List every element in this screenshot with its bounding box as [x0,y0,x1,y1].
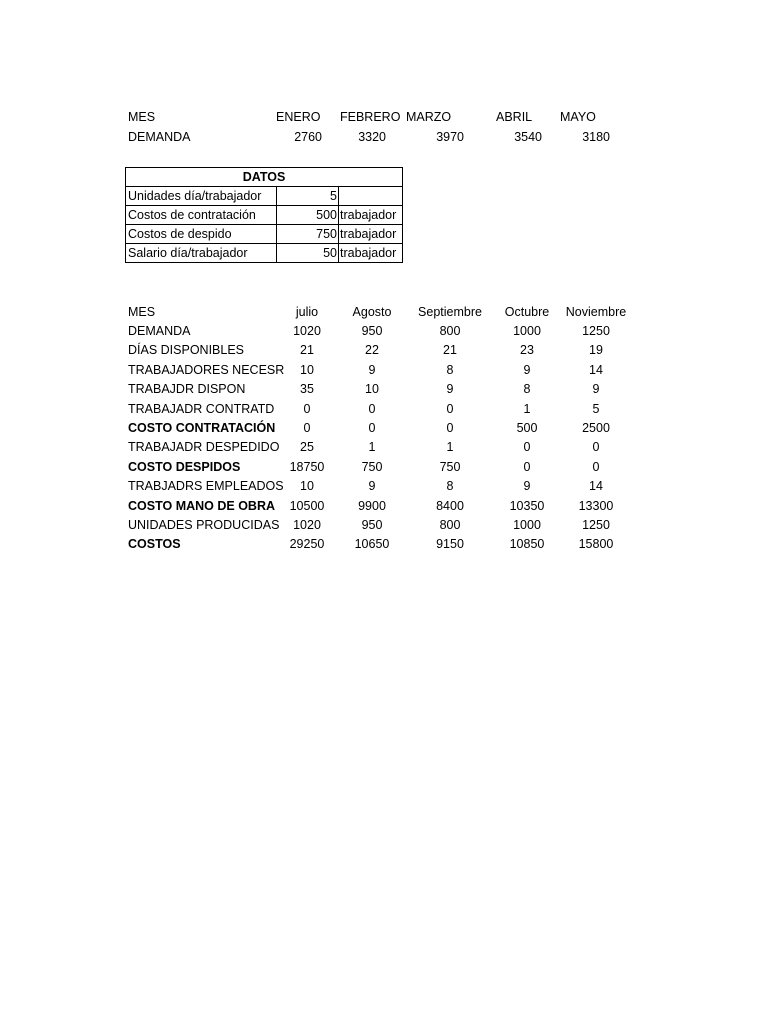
main-cell-value: 2500 [582,421,610,435]
datos-label: Costos de contratación [126,206,277,225]
main-cell-value: 750 [439,460,461,474]
datos-row [126,187,403,206]
main-cell-value: 9 [368,363,376,377]
main-row-label: TRABAJADR CONTRATD [128,402,275,416]
demand-value: 3320 [358,130,386,144]
main-cell-value: 1250 [582,324,610,338]
main-row-label: COSTO CONTRATACIÓN [128,421,276,435]
main-cell-value: 8 [446,363,454,377]
main-cell-value: 800 [439,324,461,338]
main-cell-value: 19 [589,343,603,357]
main-cell-value: 500 [516,421,538,435]
datos-header-row [126,168,403,187]
main-cell-value: 25 [300,440,314,454]
main-cell-value: 0 [446,402,454,416]
main-cell-value: 1 [446,440,454,454]
datos-unit: trabajador [339,244,403,263]
month-header: ABRIL [496,110,533,124]
main-cell-value: 0 [446,421,454,435]
main-cell-value: 1 [523,402,531,416]
main-month-header: Noviembre [565,305,627,319]
main-month-header: Octubre [504,305,550,319]
datos-label: Salario día/trabajador [126,244,277,263]
main-cell-value: 10850 [509,537,545,551]
month-header: FEBRERO [340,110,401,124]
datos-row [126,206,403,225]
datos-label: Unidades día/trabajador [126,187,277,206]
main-cell-value: 1020 [293,518,321,532]
main-cell-value: 0 [592,460,600,474]
main-cell-value: 0 [523,440,531,454]
datos-unit: trabajador [339,225,403,244]
main-row-label: DEMANDA [128,324,191,338]
main-cell-value: 14 [589,479,603,493]
demand-value: 3180 [582,130,610,144]
main-cell-value: 8 [523,382,531,396]
datos-label: Costos de despido [126,225,277,244]
main-cell-value: 10 [365,382,379,396]
main-cell-value: 29250 [289,537,325,551]
main-cell-value: 10500 [289,499,325,513]
main-cell-value: 0 [523,460,531,474]
main-cell-value: 9150 [436,537,464,551]
month-header: ENERO [276,110,321,124]
main-cell-value: 10 [300,363,314,377]
main-cell-value: 9 [446,382,454,396]
month-header: MARZO [406,110,452,124]
main-cell-value: 9 [592,382,600,396]
main-row-label: TRABAJADORES NECESR [128,363,285,377]
top-demanda-label: DEMANDA [128,130,191,144]
datos-value: 50 [277,244,339,263]
main-cell-value: 9900 [358,499,386,513]
demand-value: 3540 [514,130,542,144]
main-row-label: COSTO DESPIDOS [128,460,241,474]
main-month-header: Agosto [352,305,392,319]
main-cell-value: 9 [368,479,376,493]
main-cell-value: 1020 [293,324,321,338]
main-row-label: COSTO MANO DE OBRA [128,499,275,513]
main-cell-value: 1000 [513,324,541,338]
main-cell-value: 0 [368,421,376,435]
datos-value: 750 [277,225,339,244]
main-cell-value: 0 [368,402,376,416]
datos-title: DATOS [126,168,403,187]
main-cell-value: 5 [592,402,600,416]
main-cell-value: 35 [300,382,314,396]
top-mes-label: MES [128,110,156,124]
main-cell-value: 18750 [289,460,325,474]
main-cell-value: 1 [368,440,376,454]
main-cell-value: 8400 [436,499,464,513]
datos-value: 5 [277,187,339,206]
main-month-header: Septiembre [418,305,482,319]
datos-value: 500 [277,206,339,225]
main-cell-value: 1250 [582,518,610,532]
main-row-label: TRABAJDR DISPON [128,382,246,396]
main-cell-value: 23 [520,343,534,357]
main-row-label: UNIDADES PRODUCIDAS [128,518,280,532]
main-cell-value: 0 [303,402,311,416]
main-cell-value: 9 [523,479,531,493]
main-cell-value: 21 [300,343,314,357]
main-cell-value: 14 [589,363,603,377]
datos-row [126,244,403,263]
demand-value: 3970 [436,130,464,144]
main-cell-value: 8 [446,479,454,493]
main-cell-value: 15800 [578,537,614,551]
main-row-label: COSTOS [128,537,181,551]
main-cell-value: 13300 [578,499,614,513]
main-cell-value: 0 [303,421,311,435]
datos-table [125,167,403,263]
main-month-header: julio [295,305,319,319]
main-row-label: TRABJADRS EMPLEADOS [128,479,284,493]
main-cell-value: 21 [443,343,457,357]
main-cell-value: 750 [361,460,383,474]
main-row-label: TRABAJADR DESPEDIDO [128,440,280,454]
datos-row [126,225,403,244]
main-cell-value: 1000 [513,518,541,532]
main-cell-value: 9 [523,363,531,377]
main-cell-value: 10350 [509,499,545,513]
main-cell-value: 22 [365,343,379,357]
month-header: MAYO [560,110,596,124]
main-cell-value: 950 [361,324,383,338]
demand-value: 2760 [294,130,322,144]
main-cell-value: 10 [300,479,314,493]
main-cell-value: 10650 [354,537,390,551]
datos-unit: trabajador [339,206,403,225]
datos-unit [339,187,403,206]
main-cell-value: 950 [361,518,383,532]
main-row-label: DÍAS DISPONIBLES [128,343,245,357]
main-cell-value: 800 [439,518,461,532]
main-mes-label: MES [128,305,156,319]
main-cell-value: 0 [592,440,600,454]
